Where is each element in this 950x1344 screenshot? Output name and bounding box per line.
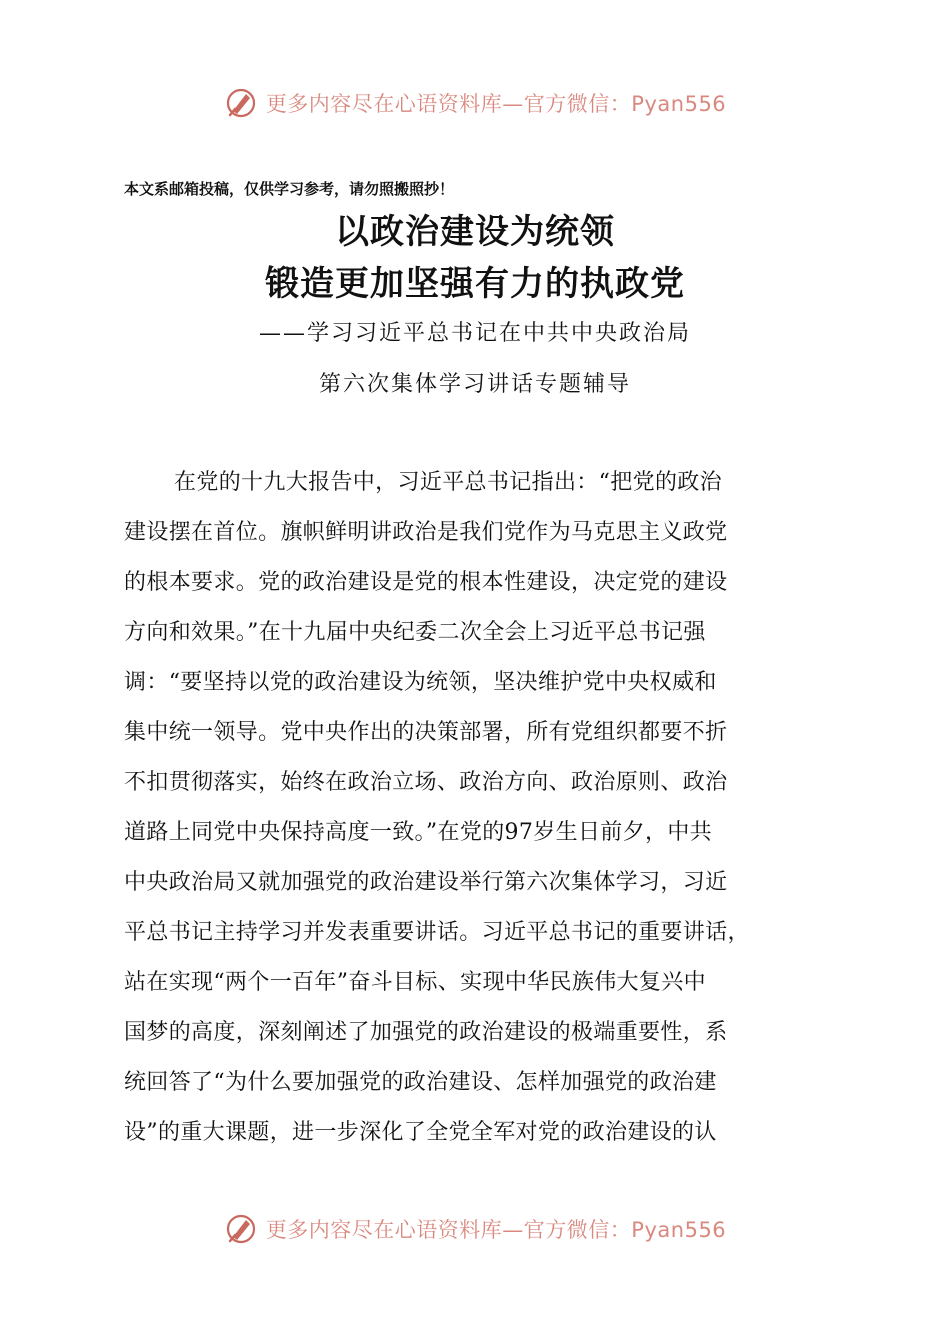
watermark-text: 更多内容尽在心语资料库—官方微信：Pyan556	[265, 1218, 727, 1242]
body-line: 平总书记主持学习并发表重要讲话。习近平总书记的重要讲话，	[124, 920, 750, 945]
body-line: 建设摆在首位。旗帜鲜明讲政治是我们党作为马克思主义政党	[124, 520, 728, 545]
body-line: 方向和效果。”在十九届中央纪委二次全会上习近平总书记强	[124, 620, 706, 645]
body-line: 设”的重大课题，进一步深化了全党全军对党的政治建设的认	[124, 1120, 717, 1145]
title-line-2: 锻造更加坚强有力的执政党	[265, 264, 685, 304]
body-line: 中央政治局又就加强党的政治建设举行第六次集体学习，习近	[124, 870, 728, 895]
body-line: 集中统一领导。党中央作出的决策部署，所有党组织都要不折	[124, 720, 728, 745]
body-line: 国梦的高度，深刻阐述了加强党的政治建设的极端重要性，系	[124, 1020, 728, 1045]
pen-nib-logo-icon	[224, 86, 258, 120]
body-line: 不扣贯彻落实，始终在政治立场、政治方向、政治原则、政治	[124, 770, 728, 795]
subtitle-line-2: 第六次集体学习讲话专题辅导	[318, 372, 631, 397]
body-line: 在党的十九大报告中，习近平总书记指出：“把党的政治	[174, 470, 722, 495]
body-line: 统回答了“为什么要加强党的政治建设、怎样加强党的政治建	[124, 1070, 717, 1095]
title-line-1: 以政治建设为统领	[335, 212, 615, 252]
header-watermark	[0, 86, 950, 120]
body-line: 的根本要求。党的政治建设是党的根本性建设，决定党的建设	[124, 570, 728, 595]
body-paragraph	[124, 458, 826, 1158]
body-line: 站在实现“两个一百年”奋斗目标、实现中华民族伟大复兴中	[124, 970, 706, 995]
body-line: 调：“要坚持以党的政治建设为统领，坚决维护党中央权威和	[124, 670, 717, 695]
pen-nib-logo-icon	[224, 1212, 258, 1246]
subtitle-line-1: ——学习习近平总书记在中共中央政治局	[258, 321, 691, 346]
footer-watermark	[0, 1212, 950, 1246]
submission-notice: 本文系邮箱投稿，仅供学习参考，请勿照搬照抄！	[124, 180, 455, 198]
watermark-text: 更多内容尽在心语资料库—官方微信：Pyan556	[265, 92, 727, 116]
body-line: 道路上同党中央保持高度一致。”在党的97岁生日前夕，中共	[124, 820, 713, 845]
